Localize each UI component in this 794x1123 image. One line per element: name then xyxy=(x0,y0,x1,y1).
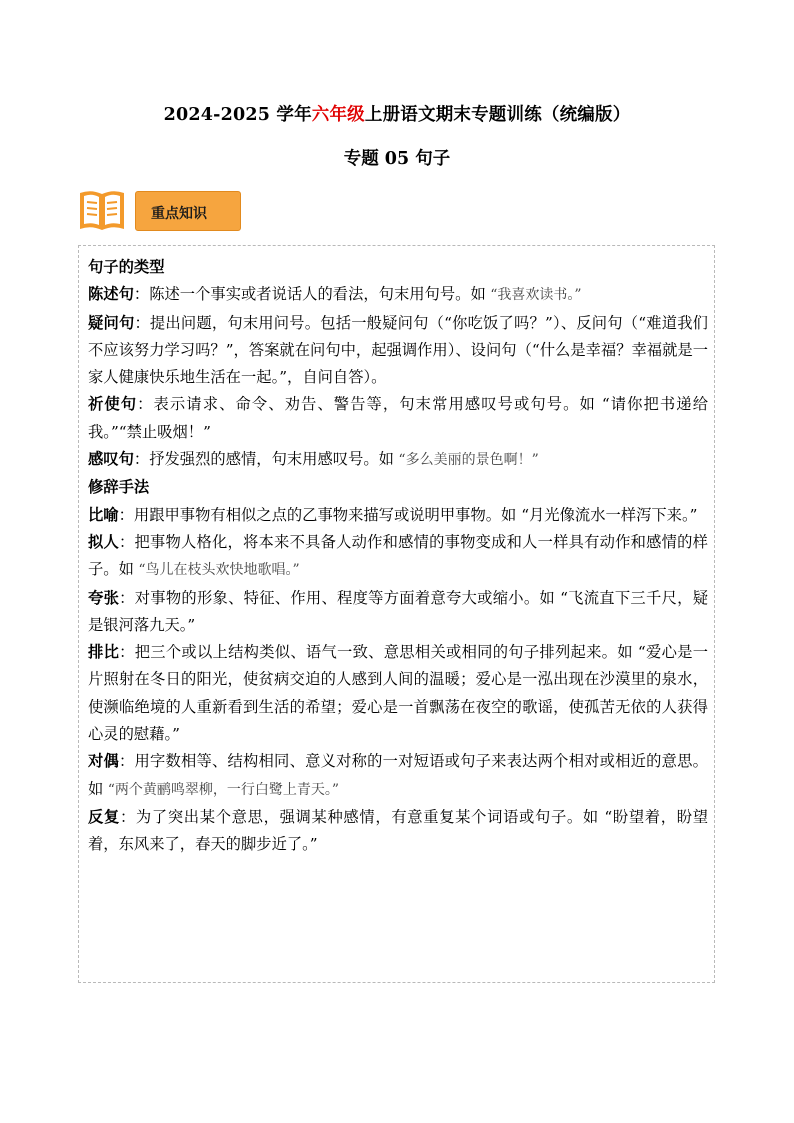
book-icon xyxy=(78,188,126,232)
hyperbole-item: 夸张：对事物的形象、特征、作用、程度等方面着意夸大或缩小。如 “飞流直下三千尺，疑是银河落九天。” xyxy=(88,588,708,634)
antithesis-item: 对偶：用字数相等、结构相同、意义对称的一对短语或句子来表达两个相对或相近的意思。如 “两个黄鹂鸣翠柳，一行白鹭上青天。” xyxy=(88,752,708,798)
title-suffix: 上册语文期末专题训练（统编版） xyxy=(364,105,631,125)
knowledge-content xyxy=(88,254,708,859)
title-prefix: 2024-2025 学年 xyxy=(163,105,312,125)
key-knowledge-badge xyxy=(135,191,241,231)
badge-label: 重点知识 xyxy=(151,206,207,222)
parallelism-item: 排比：把三个或以上结构类似、语气一致、意思相关或相同的句子排列起来。如 “爱心是一片照射在冬日的阳光，使贫病交迫的人感到人间的温暖；爱心是一泓出现在沙漠里的泉水，使濒临绝境的人重新看到生活的希望；爱心是一首飘荡在夜空的歌谣，使孤苦无依的人获得心灵的慰藉。” xyxy=(88,643,708,744)
personification-item: 拟人：把事物人格化，将本来不具备人动作和感情的事物变成和人一样具有动作和感情的样子。如 “鸟儿在枝头欢快地歌唱。” xyxy=(88,532,708,579)
page-title xyxy=(0,101,794,126)
interrogative-item: 疑问句：提出问题，句末用问号。包括一般疑问句（“你吃饭了吗？”）、反问句（“难道我们不应该努力学习吗？”，答案就在问句中，起强调作用）、设问句（“什么是幸福？幸福就是一家人健康快乐地生活在一起。”，自问自答）。 xyxy=(88,313,708,387)
declarative-item: 陈述句：陈述一个事实或者说话人的看法，句末用句号。如 “我喜欢读书。” xyxy=(88,285,582,304)
types-heading: 句子的类型 xyxy=(88,258,165,276)
metaphor-item: 比喻：用跟甲事物有相似之点的乙事物来描写或说明甲事物。如 “月光像流水一样泻下来。” xyxy=(88,505,698,524)
rhetoric-heading: 修辞手法 xyxy=(88,478,150,497)
repetition-item: 反复：为了突出某个意思，强调某种感情，有意重复某个词语或句子。如 “盼望着，盼望着，东风来了，春天的脚步近了。” xyxy=(88,807,708,854)
title-highlight: 六年级 xyxy=(311,105,365,125)
exclamatory-item: 感叹句：抒发强烈的感情，句末用感叹号。如 “多么美丽的景色啊！” xyxy=(88,450,539,469)
imperative-item: 祈使句：表示请求、命令、劝告、警告等，句末常用感叹号或句号。如 “请你把书递给我。”“禁止吸烟！” xyxy=(88,395,708,441)
page-subtitle: 专题 05 句子 xyxy=(343,149,451,169)
